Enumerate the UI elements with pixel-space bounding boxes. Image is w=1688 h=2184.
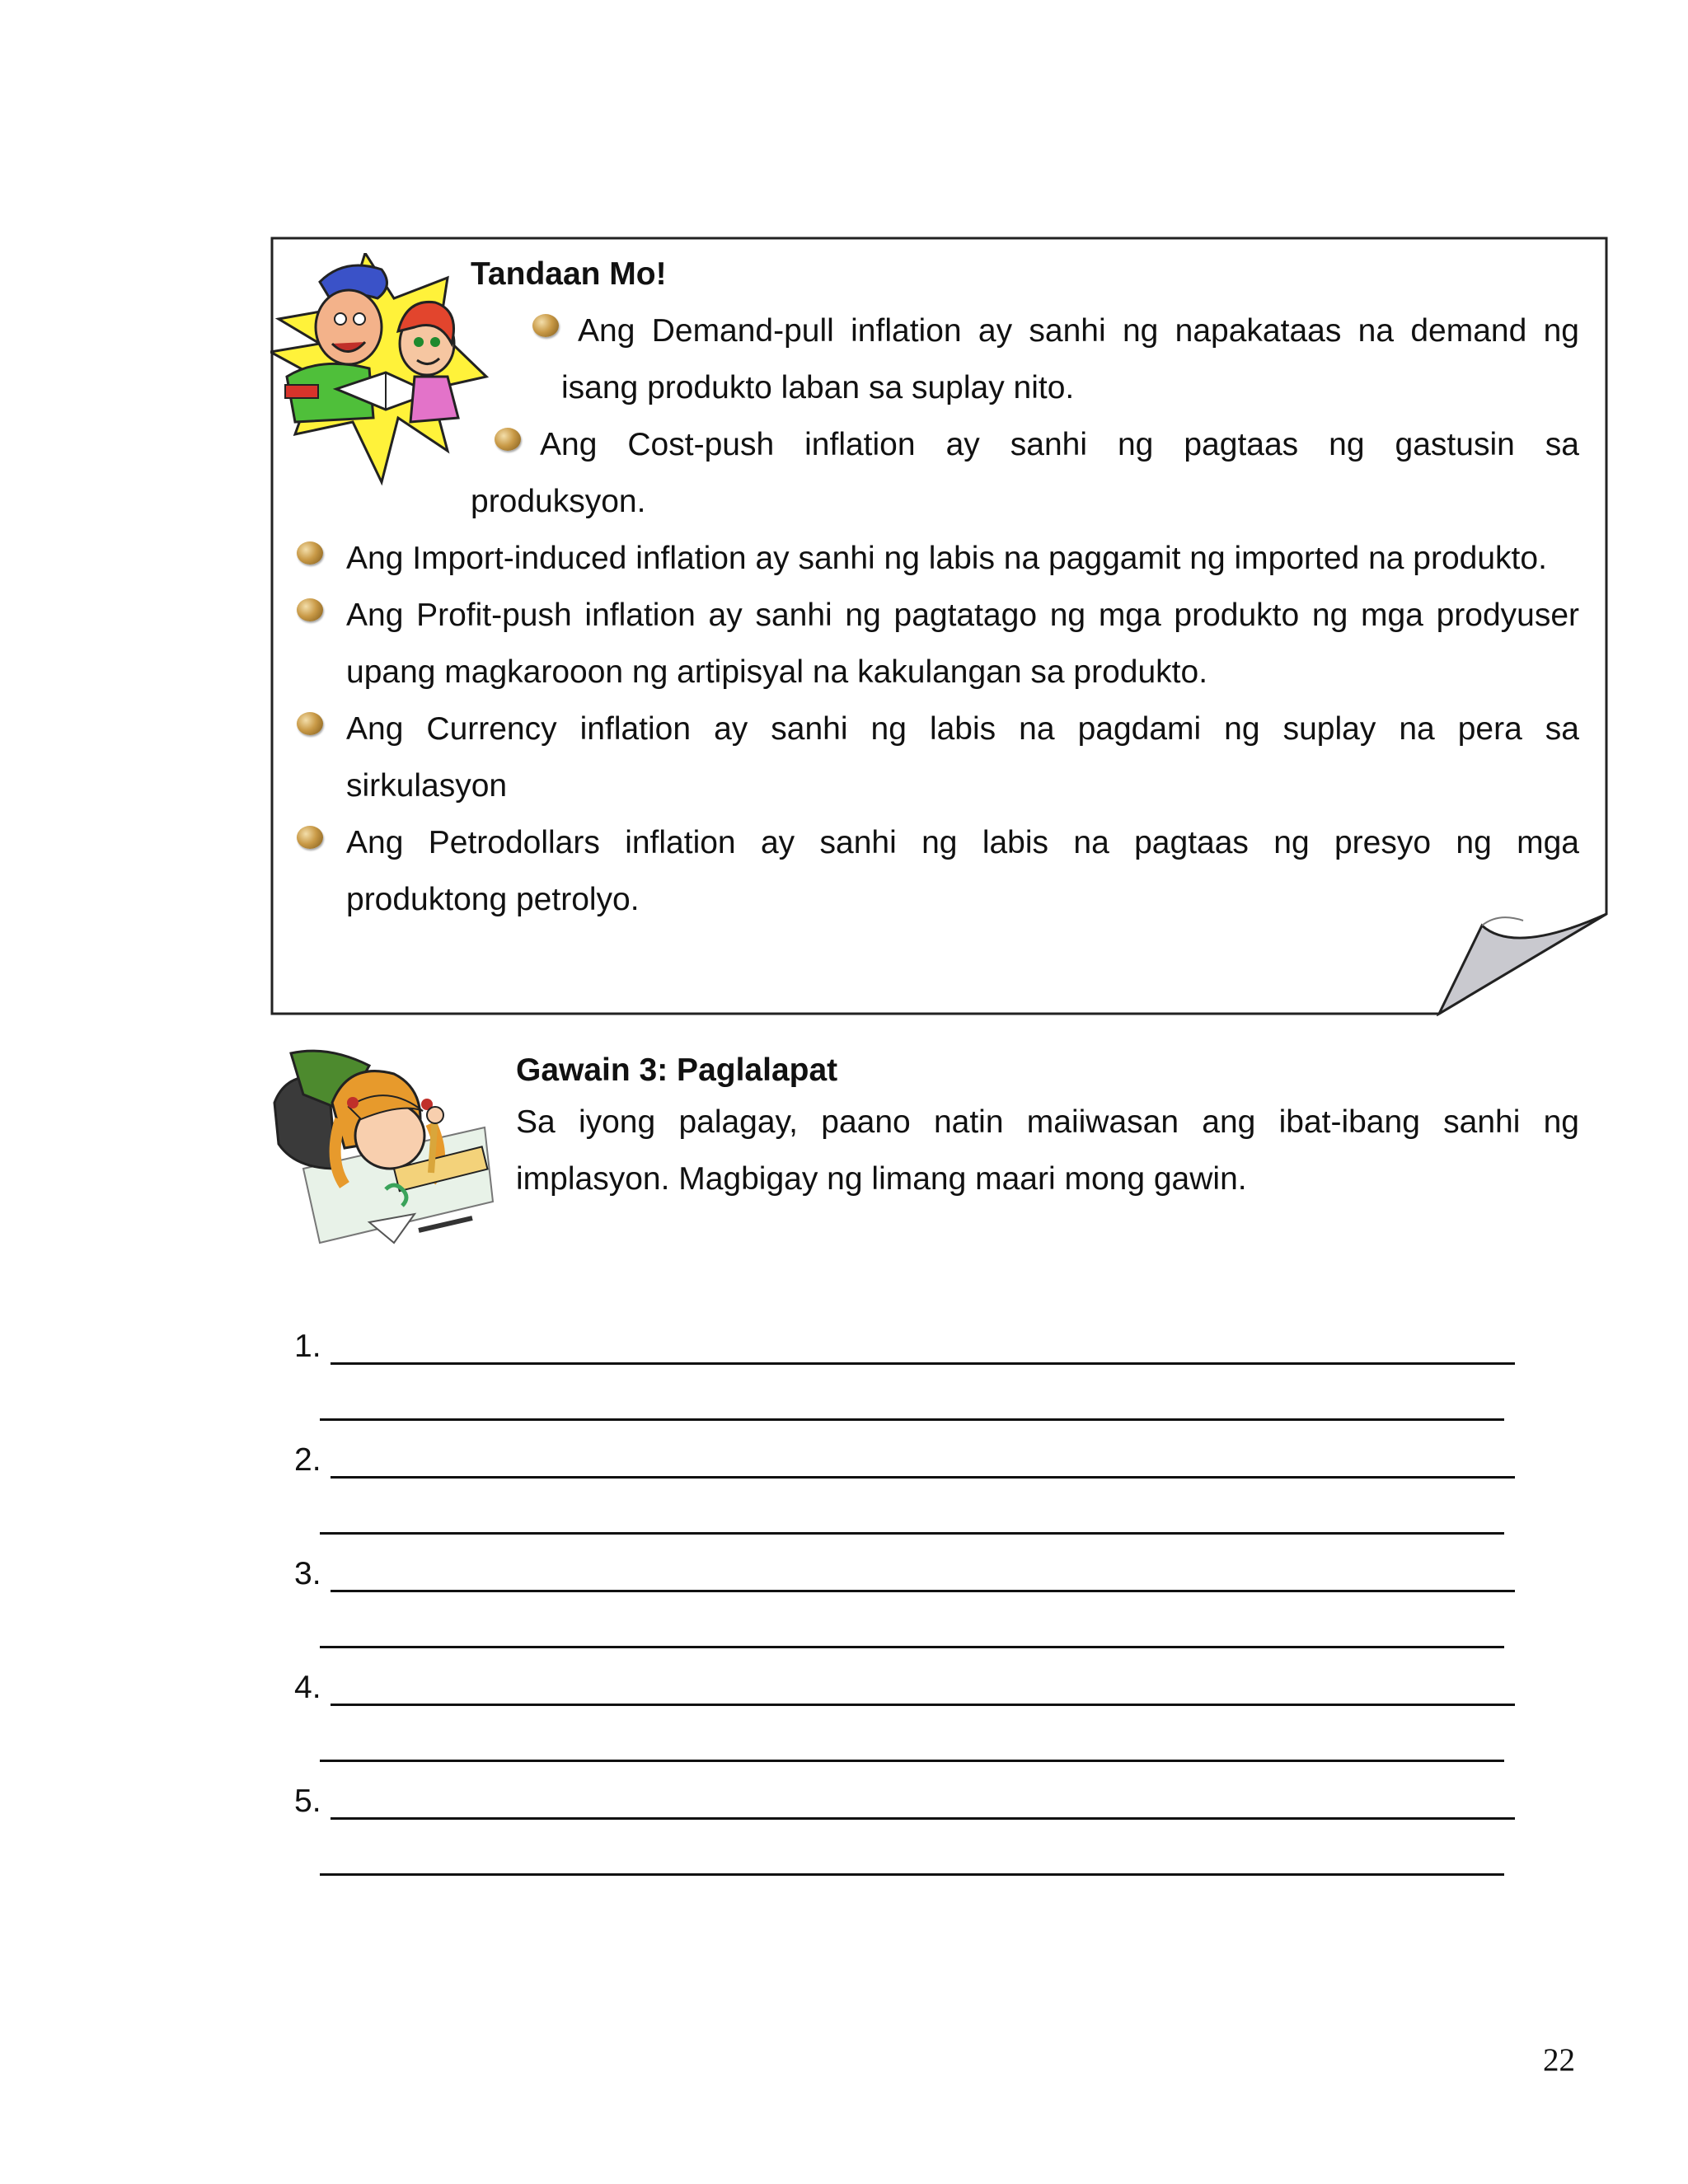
answer-line-2a[interactable] [331, 1476, 1515, 1479]
tandaan-item-1-line-2: isang produkto laban sa suplay nito. [561, 370, 1075, 405]
answer-line-4a[interactable] [331, 1704, 1515, 1706]
tandaan-item-4-line-1: Ang Profit-push inflation ay sanhi ng pagtatago ng mga produkto ng mga prodyuser [346, 598, 1579, 633]
tandaan-item-5-line-1: Ang Currency inflation ay sanhi ng labis na pagdami ng suplay na pera sa [346, 711, 1579, 747]
tandaan-item-4-line-2: upang magkarooon ng artipisyal na kakulangan sa produkto. [346, 654, 1208, 690]
tandaan-item-3: Ang Import-induced inflation ay sanhi ng labis na paggamit ng imported na produkto. [346, 541, 1547, 576]
tandaan-item-6-line-2: produktong petrolyo. [346, 882, 640, 917]
tandaan-item-2-line-2: produksyon. [471, 484, 646, 519]
answer-line-1a[interactable] [331, 1362, 1515, 1365]
tandaan-item-2-line-1: Ang Cost-push inflation ay sanhi ng pagtaas ng gastusin sa [540, 427, 1579, 462]
bullet-icon [297, 541, 323, 565]
students-reading-icon [270, 253, 489, 488]
answer-line-2b[interactable] [320, 1532, 1504, 1535]
gawain-instruction-line-2: implasyon. Magbigay ng limang maari mong gawin. [516, 1161, 1247, 1197]
answer-line-5b[interactable] [320, 1873, 1504, 1876]
tandaan-item-1-line-1: Ang Demand-pull inflation ay sanhi ng napakataas na demand ng [578, 313, 1579, 349]
answer-number-5: 5. [294, 1783, 321, 1819]
answer-number-1: 1. [294, 1329, 321, 1364]
answer-line-1b[interactable] [320, 1418, 1504, 1421]
gawain-instruction-line-1: Sa iyong palagay, paano natin maiiwasan ang ibat-ibang sanhi ng [516, 1104, 1579, 1140]
page-number: 22 [1543, 2042, 1575, 2078]
girl-drawing-icon [270, 1045, 497, 1259]
bullet-icon [297, 598, 323, 621]
gawain-title: Gawain 3: Paglalapat [516, 1052, 838, 1088]
tandaan-item-6-line-1: Ang Petrodollars inflation ay sanhi ng labis na pagtaas ng presyo ng mga [346, 825, 1579, 860]
answer-line-3a[interactable] [331, 1590, 1515, 1592]
bullet-icon [297, 826, 323, 849]
bullet-icon [532, 314, 559, 337]
bullet-icon [495, 428, 521, 451]
answer-line-5a[interactable] [331, 1817, 1515, 1820]
tandaan-title: Tandaan Mo! [471, 256, 667, 292]
answer-line-3b[interactable] [320, 1646, 1504, 1648]
answer-number-4: 4. [294, 1670, 321, 1705]
answer-number-2: 2. [294, 1442, 321, 1478]
answer-number-3: 3. [294, 1556, 321, 1591]
bullet-icon [297, 712, 323, 735]
answer-line-4b[interactable] [320, 1760, 1504, 1762]
tandaan-item-5-line-2: sirkulasyon [346, 768, 508, 804]
tandaan-box [270, 237, 1609, 1016]
